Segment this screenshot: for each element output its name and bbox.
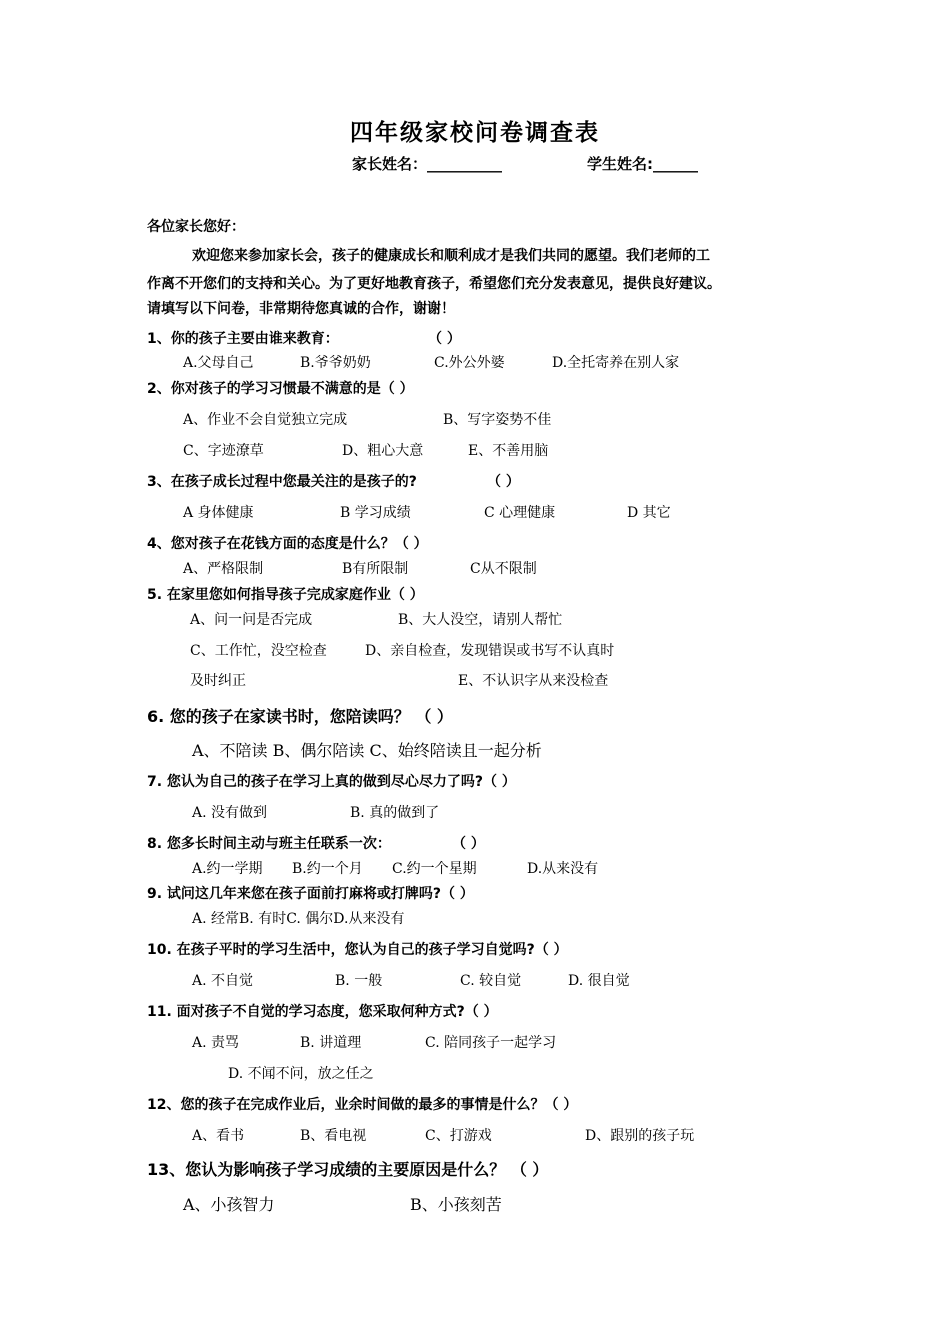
question-10: 10. 在孩子平时的学习生活中，您认为自己的孩子学习自觉吗?（ ）: [147, 942, 568, 958]
option: D. 不闻不问，放之任之: [228, 1066, 374, 1082]
option: A. 责骂: [192, 1035, 240, 1051]
option: B有所限制: [342, 561, 409, 577]
option: B 学习成绩: [340, 505, 411, 521]
question-12: 12、您的孩子在完成作业后，业余时间做的最多的事情是什么？（ ）: [147, 1097, 578, 1113]
option: A.父母自己: [183, 355, 254, 371]
question-11: 11. 面对孩子不自觉的学习态度，您采取何种方式?（ ）: [147, 1004, 498, 1020]
intro-line: 请填写以下问卷，非常期待您真诚的合作，谢谢！: [147, 301, 455, 317]
question-8: 8. 您多长时间主动与班主任联系一次：: [147, 836, 391, 852]
option: D、亲自检查，发现错误或书写不认真时: [365, 643, 615, 659]
option: A、看书: [192, 1128, 245, 1144]
question-7: 7. 您认为自己的孩子在学习上真的做到尽心尽力了吗?（ ）: [147, 774, 516, 790]
option: D.全托寄养在别人家: [552, 355, 680, 371]
option: E、不认识字从来没检查: [458, 673, 609, 689]
option: B. 一般: [335, 973, 383, 989]
option: A.约一学期: [192, 861, 263, 877]
option: A. 没有做到: [192, 805, 268, 821]
option: D、跟别的孩子玩: [585, 1128, 695, 1144]
option: C、字迹潦草: [183, 443, 264, 459]
option: A、不陪读 B、偶尔陪读 C、始终陪读且一起分析: [192, 741, 542, 760]
option: B、看电视: [300, 1128, 367, 1144]
option: D. 很自觉: [568, 973, 630, 989]
question-4: 4、您对孩子在花钱方面的态度是什么？（ ）: [147, 536, 428, 552]
greeting: 各位家长您好：: [147, 219, 245, 235]
intro-line: 作离不开您们的支持和关心。为了更好地教育孩子，希望您们充分发表意见，提供良好建议。: [147, 276, 721, 292]
option: B、小孩刻苦: [410, 1195, 502, 1214]
option: A 身体健康: [183, 505, 254, 521]
answer-blank: （ ）: [428, 331, 461, 347]
question-6: 6. 您的孩子在家读书时，您陪读吗？ （ ）: [147, 707, 453, 726]
option: C. 较自觉: [460, 973, 522, 989]
option: B. 真的做到了: [350, 805, 440, 821]
option: C 心理健康: [484, 505, 556, 521]
option: B. 讲道理: [300, 1035, 362, 1051]
option: D、粗心大意: [342, 443, 424, 459]
page-title: 四年级家校问卷调查表: [350, 120, 600, 146]
option: A. 经常B. 有时C. 偶尔D.从来没有: [192, 911, 405, 927]
answer-blank: （ ）: [452, 836, 485, 852]
option: C.约一个星期: [392, 861, 477, 877]
option: B.爷爷奶奶: [300, 355, 371, 371]
option: A、小孩智力: [183, 1195, 275, 1214]
answer-blank: （ ）: [487, 474, 520, 490]
question-3: 3、在孩子成长过程中您最关注的是孩子的?: [147, 474, 417, 490]
question-9: 9. 试问这几年来您在孩子面前打麻将或打牌吗?（ ）: [147, 886, 474, 902]
intro-line: 欢迎您来参加家长会，孩子的健康成长和顺利成才是我们共同的愿望。我们老师的工: [192, 248, 710, 264]
option: D 其它: [627, 505, 671, 521]
option: A、严格限制: [183, 561, 264, 577]
option: B、大人没空，请别人帮忙: [398, 612, 563, 628]
option: C. 陪同孩子一起学习: [425, 1035, 557, 1051]
option: C从不限制: [470, 561, 537, 577]
question-2: 2、你对孩子的学习习惯最不满意的是（ ）: [147, 381, 414, 397]
option: D.从来没有: [527, 861, 599, 877]
question-13: 13、您认为影响孩子学习成绩的主要原因是什么？ （ ）: [147, 1160, 549, 1179]
question-1: 1、你的孩子主要由谁来教育：: [147, 331, 339, 347]
option: C、打游戏: [425, 1128, 492, 1144]
student-name-field: 学生姓名:______: [587, 155, 698, 173]
option: A. 不自觉: [192, 973, 254, 989]
option: C、工作忙，没空检查: [190, 643, 327, 659]
option: B、写字姿势不佳: [443, 412, 552, 428]
option: C.外公外婆: [434, 355, 505, 371]
option: B.约一个月: [292, 861, 363, 877]
question-5: 5. 在家里您如何指导孩子完成家庭作业（ ）: [147, 587, 424, 603]
option: A、问一问是否完成: [190, 612, 313, 628]
parent-name-field: 家长姓名：__________: [352, 155, 503, 173]
option: 及时纠正: [190, 673, 246, 689]
option: A、作业不会自觉独立完成: [183, 412, 348, 428]
option: E、不善用脑: [468, 443, 549, 459]
